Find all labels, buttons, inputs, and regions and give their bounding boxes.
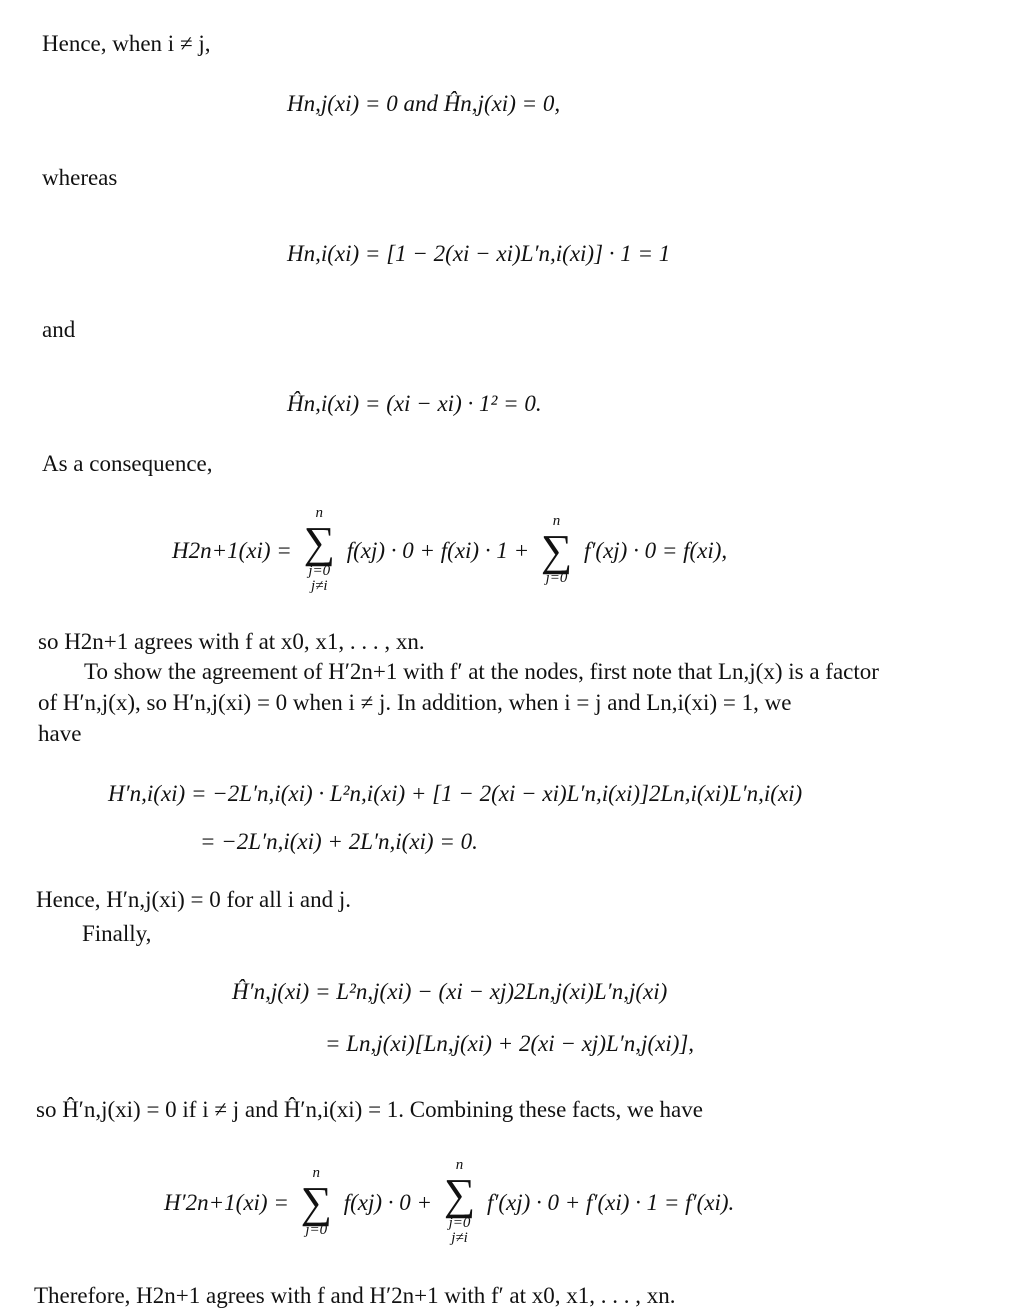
text-line: Therefore, H2n+1 agrees with f and H′2n+1 with f′ at x0, x1, . . . , xn. [34,1283,676,1308]
equation-2: Hn,i(xi) = [1 − 2(xi − xi)L′n,i(xi)] · 1 = 1 [287,241,671,266]
text-line: To show the agreement of H′2n+1 with f′ at the nodes, first note that Ln,j(x) is a factor [84,659,879,684]
summation-symbol: n ∑ j=0 j≠i [303,505,335,595]
summation-symbol: n ∑ j=0 [540,512,573,587]
equation-5: H′n,i(xi) = −2L′n,i(xi) · L²n,i(xi) + [1 − 2(xi − xi)L′n,i(xi)]2Ln,i(xi)L′n,i(xi) [108,781,803,806]
equation-1: Hn,j(xi) = 0 and Ĥn,j(xi) = 0, [287,91,561,116]
equation-9: H′2n+1(xi) = n ∑ j=0 f(xj) · 0 + n ∑ j=0 j≠i f′(xj) · 0 + f′(xi) · 1 = f′(xi). [164,1157,735,1247]
text-line: Finally, [82,921,152,946]
text-line: As a consequence, [42,451,213,476]
summation-symbol: n ∑ j=0 [300,1164,332,1239]
text-line: and [42,317,76,342]
text-line: whereas [42,165,118,190]
text-line: have [38,721,82,746]
text-line: of H′n,j(x), so H′n,j(xi) = 0 when i ≠ j. In addition, when i = j and Ln,i(xi) = 1, we [38,690,792,715]
equation-6: = −2L′n,i(xi) + 2L′n,i(xi) = 0. [200,829,478,854]
summation-symbol: n ∑ j=0 j≠i [443,1157,476,1247]
equation-7: Ĥ′n,j(xi) = L²n,j(xi) − (xi − xj)2Ln,j(xi)L′n,j(xi) [232,979,668,1004]
equation-4: H2n+1(xi) = n ∑ j=0 j≠i f(xj) · 0 + f(xi) · 1 + n ∑ j=0 f′(xj) · 0 = f(xi), [172,505,728,595]
text-line: so Ĥ′n,j(xi) = 0 if i ≠ j and Ĥ′n,i(xi) = 1. Combining these facts, we have [36,1097,703,1122]
text-line: so H2n+1 agrees with f at x0, x1, . . . , xn. [38,629,425,654]
text-line: Hence, when i ≠ j, [42,31,211,56]
text-line: Hence, H′n,j(xi) = 0 for all i and j. [36,887,351,912]
equation-8: = Ln,j(xi)[Ln,j(xi) + 2(xi − xj)L′n,j(xi)], [325,1031,695,1056]
equation-3: Ĥn,i(xi) = (xi − xi) · 1² = 0. [287,391,542,416]
